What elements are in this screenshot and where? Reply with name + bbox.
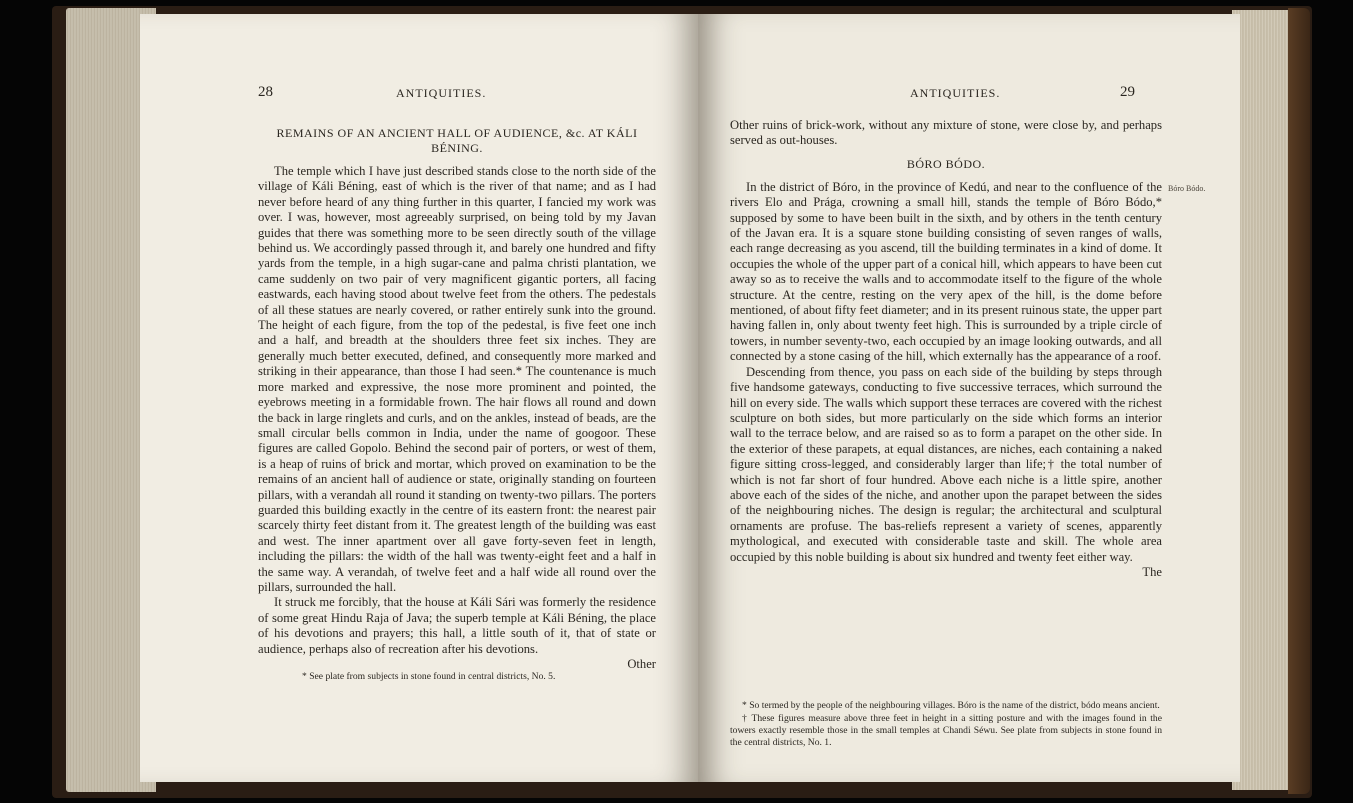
left-body: [258, 126, 656, 672]
catchword: Other: [627, 657, 656, 671]
running-head: ANTIQUITIES.: [910, 86, 1001, 100]
paragraph: Descending from thence, you pass on each side of the building by steps through five handsome gateways, conducting to five successive terraces, which surround the hill on every side. The walls which support these terraces are covered with the richest sculpture on both sides, but more particularly on the side which forms an interior wall to the terrace below, and are raised so as to form a parapet on the other side. In the exterior of these parapets, at equal distances, are niches, each containing a naked figure sitting cross-legged, and considerably larger than life;† the total number of which is not far short of four hundred. Above each niche is a little spire, another above each of the sides of the niche, and another upon the parapet between the sides of the neighbouring niches. The design is regular; the architectural and sculptural ornaments are profuse. The bas-reliefs represent a variety of scenes, apparently mythological, and executed with considerable taste and skill. The whole area occupied by this noble building is about six hundred and twenty feet either way.: [730, 364, 1162, 564]
catchword: The: [1142, 564, 1162, 579]
footnote-text: * See plate from subjects in stone found in central districts, No. 5.: [302, 671, 556, 682]
page-number: 29: [1120, 84, 1135, 100]
paragraph: The temple which I have just described stands close to the north side of the village of Káli Béning, east of which is the river of that name; and as I had never before heard of any thing further in this quarter, I fancied my work was over. I was, however, most agreeably surprised, on being told by my Javan guides that there was something more to be seen directly south of the village behind us. We accordingly passed through it, and barely one hundred and fifty yards from the temple, in a high sugar-cane and palma christi plantation, we came suddenly on two pair of very magnificent gigantic porters, all facing eastwards, each having stood about twelve feet from the others. The pedestals of all these statues are nearly covered, or rather entirely sunk into the ground. The height of each figure, from the top of the pedestal, is five feet one inch and a half, and breadth at the shoulders three feet six inches. They are generally much better executed, defined, and consequently more marked and striking in their appearance, than those I had seen.* The countenance is much more marked and expressive, the nose more prominent and pointed, the eyebrows meeting in a formidable frown. The hair flows all round and down the back in large ringlets and curls, and on the ankles, instead of beads, are the small circular bells common in India, under the name of googoor. These figures are called Gopolo. Behind the second pair of porters, or west of them, is a heap of ruins of brick and mortar, which proved on examination to be the remains of an ancient hall of audience or state, originally standing on fourteen pillars, with a verandah all round it standing on twenty-two pillars. The porters guarded this building exactly in the centre of its eastern front: the nearest pair scarcely thirty feet distant from it. The greatest length of the building was east and west. The inner apartment over all gave forty-seven feet in length, including the pillars: the width of the hall was twenty-eight feet and a half in the same way. A verandah, of twelve feet and a half wide all round over the pillars, surrounded the hall.: [258, 164, 656, 594]
footnote: [290, 671, 650, 684]
running-head: ANTIQUITIES.: [396, 86, 487, 100]
book-cover-edge: [1288, 8, 1310, 794]
left-page: [140, 14, 698, 782]
section-heading: REMAINS OF AN ANCIENT HALL OF AUDIENCE, &c. AT KÁLI BÉNING.: [276, 126, 638, 155]
right-body: [730, 118, 1162, 580]
footnotes: [730, 700, 1162, 750]
footnote-text: † These figures measure above three feet in height in a sitting posture and with the images found in the towers exactly resemble those in the small temples at Chandi Séwu. See plate from subjects in stone found in the central districts, No. 1.: [730, 713, 1162, 748]
page-edges-right: [1232, 10, 1294, 790]
intro-paragraph: Other ruins of brick-work, without any mixture of stone, were close by, and perhaps served as out-houses.: [730, 118, 1162, 148]
page-number: 28: [258, 84, 273, 100]
margin-note: Bóro Bódo.: [1168, 184, 1206, 193]
right-page: [698, 14, 1240, 782]
paragraph: In the district of Bóro, in the province of Kedú, and near to the confluence of the rivers Elo and Prága, crowning a small hill, stands the temple of Bóro Bódo,* supposed by some to have been built in the sixth, and by others in the tenth century of the Javan era. It is a square stone building consisting of seven ranges of walls, each range decreasing as you ascend, till the building terminates in a kind of dome. It occupies the whole of the upper part of a conical hill, which appears to have been cut away so as to receive the walls and to accommodate itself to the figure of the whole structure. At the centre, resting on the very apex of the hill, is the dome before mentioned, of about fifty feet diameter; and in its present ruinous state, the upper part having fallen in, only about twenty feet high. This is surrounded by a triple circle of towers, in number seventy-two, each occupied by an image looking outwards, and all connected by a stone casing of the hill, which externally has the appearance of a roof.: [730, 179, 1162, 364]
paragraph: It struck me forcibly, that the house at Káli Sári was formerly the residence of some great Hindu Raja of Java; the superb temple at Káli Béning, the place of his devotions and prayers; this hall, a little south of it, that of state or audience, perhaps also of recreation after his devotions.: [258, 595, 656, 656]
section-heading: BÓRO BÓDO.: [906, 156, 986, 171]
footnote-text: * So termed by the people of the neighbouring villages. Bóro is the name of the district, bódo means ancient.: [742, 700, 1160, 711]
